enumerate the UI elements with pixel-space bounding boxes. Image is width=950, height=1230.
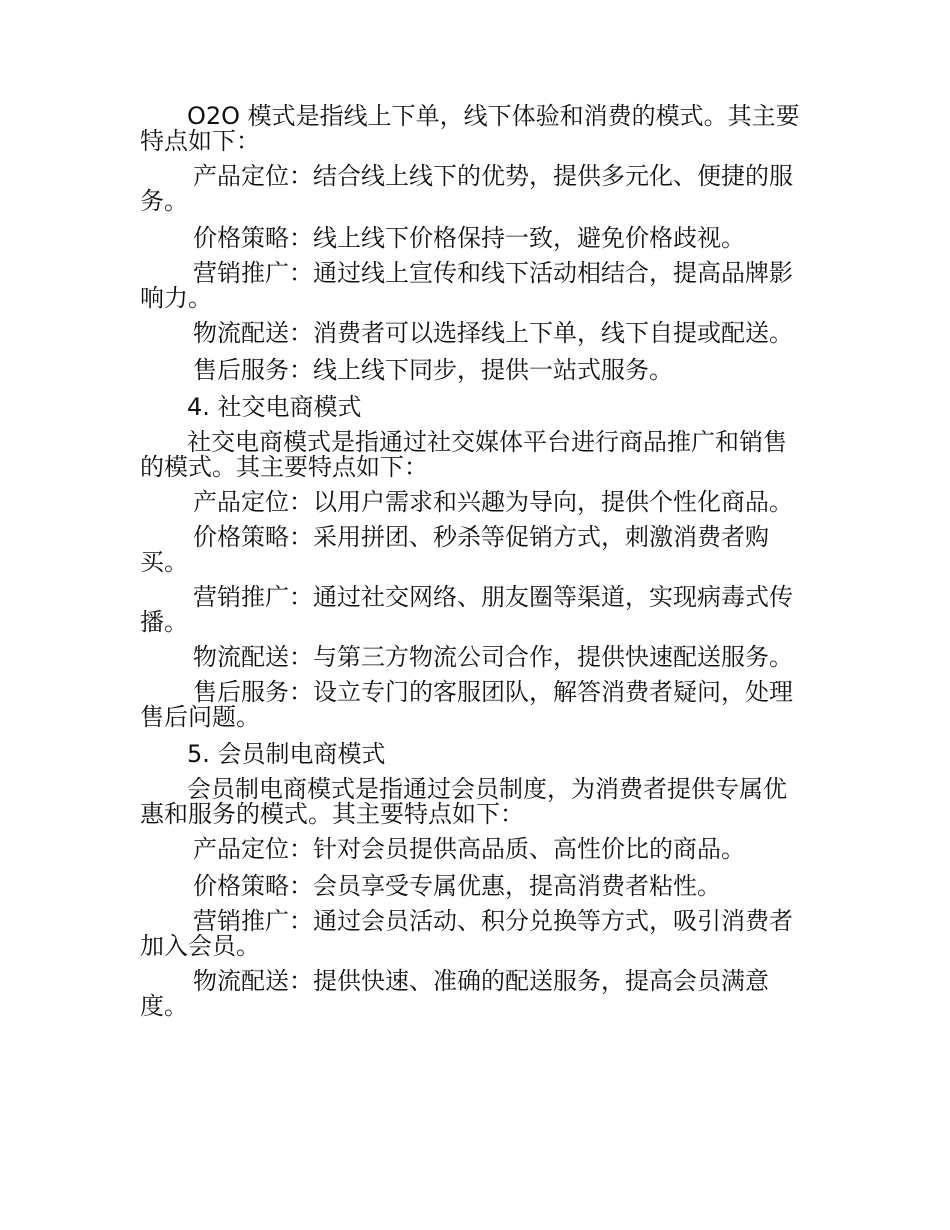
membership-pricing-strategy: 价格策略：会员享受专属优惠，提高消费者粘性。 <box>193 872 721 900</box>
o2o-after-sales: 售后服务：线上线下同步，提供一站式服务。 <box>193 356 673 384</box>
o2o-product-positioning: 产品定位：结合线上线下的优势，提供多元化、便捷的服务。 <box>140 162 793 215</box>
social-marketing: 营销推广：通过社交网络、朋友圈等渠道，实现病毒式传播。 <box>140 583 793 636</box>
social-after-sales: 售后服务：设立专门的客服团队，解答消费者疑问，处理售后问题。 <box>140 678 793 731</box>
social-product-positioning: 产品定位：以用户需求和兴趣为导向，提供个性化商品。 <box>193 488 793 516</box>
social-intro-paragraph: 社交电商模式是指通过社交媒体平台进行商品推广和销售的模式。其主要特点如下： <box>140 428 787 481</box>
o2o-logistics: 物流配送：消费者可以选择线上下单，线下自提或配送。 <box>193 319 793 347</box>
membership-product-positioning: 产品定位：针对会员提供高品质、高性价比的商品。 <box>193 835 745 863</box>
o2o-intro-paragraph: O2O 模式是指线上下单，线下体验和消费的模式。其主要特点如下： <box>140 102 800 155</box>
document-body <box>140 104 810 1019</box>
membership-marketing: 营销推广：通过会员活动、积分兑换等方式，吸引消费者加入会员。 <box>140 907 793 960</box>
o2o-marketing: 营销推广：通过线上宣传和线下活动相结合，提高品牌影响力。 <box>140 259 793 312</box>
membership-intro-paragraph: 会员制电商模式是指通过会员制度，为消费者提供专属优惠和服务的模式。其主要特点如下： <box>140 775 787 828</box>
social-logistics: 物流配送：与第三方物流公司合作，提供快速配送服务。 <box>193 643 793 671</box>
social-pricing-strategy: 价格策略：采用拼团、秒杀等促销方式，刺激消费者购买。 <box>140 523 769 576</box>
membership-logistics: 物流配送：提供快速、准确的配送服务，提高会员满意度。 <box>140 967 769 1020</box>
o2o-pricing-strategy: 价格策略：线上线下价格保持一致，避免价格歧视。 <box>193 224 745 252</box>
section-heading-social-commerce: 4. 社交电商模式 <box>187 393 362 421</box>
section-heading-membership-commerce: 5. 会员制电商模式 <box>187 740 386 768</box>
